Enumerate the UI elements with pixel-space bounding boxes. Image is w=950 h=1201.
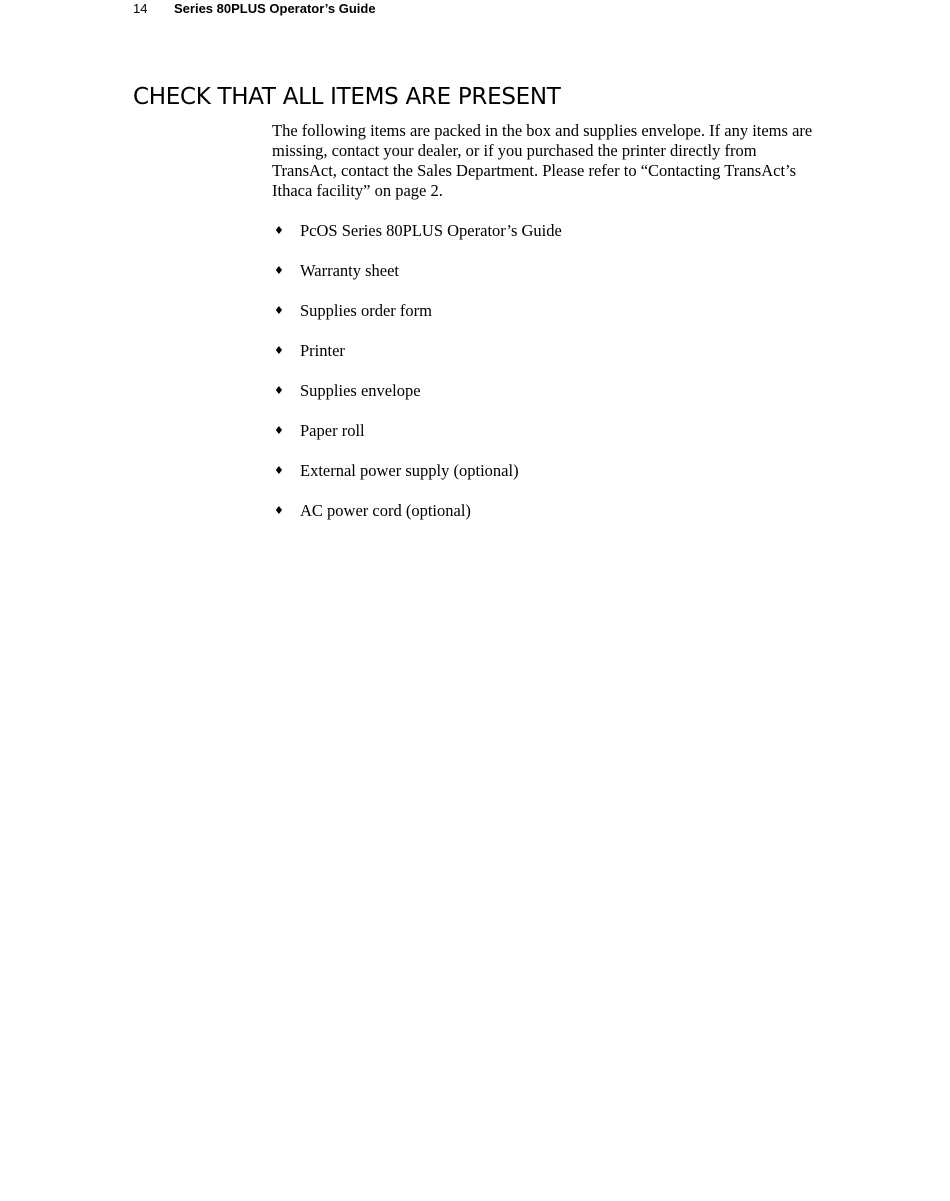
list-item-label: PcOS Series 80PLUS Operator’s Guide xyxy=(300,221,562,240)
list-item-label: Paper roll xyxy=(300,421,365,440)
page-number: 14 xyxy=(133,1,148,16)
diamond-bullet-icon: ♦ xyxy=(274,504,284,517)
list-item-label: Warranty sheet xyxy=(300,261,399,280)
diamond-bullet-icon: ♦ xyxy=(274,264,284,277)
intro-paragraph: The following items are packed in the box and supplies envelope. If any items are missing, contact your dealer, or if you purchased the printer directly from TransAct, contact the Sales Department. Please refer to “Contacting TransAct’s Ithaca facility” on page 2. xyxy=(272,121,813,200)
diamond-bullet-icon: ♦ xyxy=(274,344,284,357)
diamond-bullet-icon: ♦ xyxy=(274,224,284,237)
diamond-bullet-icon: ♦ xyxy=(274,464,284,477)
list-item-label: Printer xyxy=(300,341,345,360)
list-item-label: Supplies order form xyxy=(300,301,432,320)
guide-title: Series 80PLUS Operator’s Guide xyxy=(174,1,376,16)
list-item-label: Supplies envelope xyxy=(300,381,421,400)
running-header xyxy=(133,1,376,17)
diamond-bullet-icon: ♦ xyxy=(274,424,284,437)
section-heading: CHECK THAT ALL ITEMS ARE PRESENT xyxy=(133,84,561,110)
diamond-bullet-icon: ♦ xyxy=(274,304,284,317)
list-item-label: External power supply (optional) xyxy=(300,461,519,480)
diamond-bullet-icon: ♦ xyxy=(274,384,284,397)
list-item-label: AC power cord (optional) xyxy=(300,501,471,520)
